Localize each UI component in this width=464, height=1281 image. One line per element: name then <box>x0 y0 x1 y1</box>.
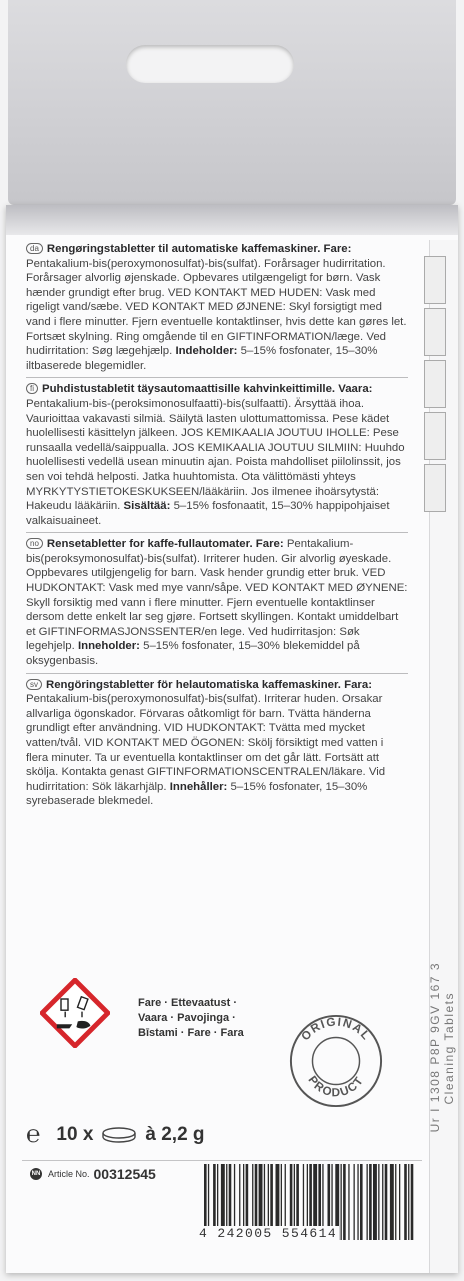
barcode-bar <box>395 1164 396 1240</box>
safety-text-block <box>26 242 408 813</box>
lang-signal-word: Vaara: <box>338 383 373 396</box>
barcode-bar <box>385 1164 388 1240</box>
barcode-bar <box>229 1164 232 1230</box>
barcode-bar <box>243 1164 244 1230</box>
barcode-bar <box>296 1164 299 1230</box>
barcode-bar <box>369 1164 372 1240</box>
side-code: Ur I 1308 P8P 9GV 167 3 <box>428 962 442 1133</box>
barcode-bar <box>226 1164 227 1230</box>
lang-body-text: Pentakalium-bis(peroxymonosulfat)-bis(sulfat). Irriterar huden. Orsakar allvarliga ögonskador. Förvaras oåtkomligt för barn. Tvätta händerna grundligt efter användning. VID HUDKONTAKT: Tvätta med mycket vatten/tvål. VID KONTAKT MED ÖGONEN: Skölj försiktigt med vatten i flera minuter. Ta ur eventuella kontaktlinser om det går lätt. Fortsätt att skölja. Kontakta genast GIFTINFORMATIONSCENTRALEN/läkare. Vid hudirritation: Sök läkarhjälp. <box>26 693 386 793</box>
barcode-bar <box>390 1164 394 1240</box>
barcode-bar <box>309 1164 312 1230</box>
side-product-name: Cleaning Tablets <box>442 992 456 1105</box>
barcode-bar <box>399 1164 400 1240</box>
lang-code-badge: da <box>26 243 43 254</box>
lang-body <box>26 383 405 526</box>
article-number <box>30 1166 156 1182</box>
lang-code-badge: no <box>26 538 43 549</box>
lang-body <box>26 258 407 372</box>
barcode-bar <box>255 1164 258 1230</box>
lang-body <box>26 693 385 807</box>
barcode-bar <box>281 1164 282 1230</box>
barcode-bar <box>404 1164 407 1240</box>
barcode-bar <box>234 1164 235 1230</box>
lang-body-text: Pentakalium-bis(peroxymonosulfat)-bis(sulfat). Forårsager hudirritation. Forårsager alvorlig øjenskade. Opbevares utilgængeligt for børn. Vask hænder grundigt efter brug. VED KONTAKT MED HUDEN: Vask med rigeligt vand/sæbe. VED KONTAKT MED ØJNENE: Skyl forsigtigt med vand i flere minutter. Fjern eventuelle kontaktlinser, hvis dette kan gøres let. Fortsæt skylning. Ring omgående til en GIFTINFORMATION/læge. Ved hudirritation: Søg lægehjælp. <box>26 257 407 358</box>
lang-section-no <box>26 537 408 668</box>
barcode-bar <box>373 1164 377 1240</box>
hazard-signal-words <box>138 996 244 1041</box>
estimated-sign: ℮ <box>26 1121 41 1148</box>
hang-tab <box>8 0 456 205</box>
hazard-line-3: Bīstami · Fare · Fara <box>138 1027 244 1039</box>
lang-body-text: Pentakalium-bis(peroksymonosulfat)-bis(sulfat). Irriterer huden. Gir alvorlig øyeskade. Oppbevares utilgjengelig for barn. Vask hender grundig etter bruk. VED HUDKONTAKT: Vask med mye vann/såpe. VED KONTAKT MED ØYNENE: Skyll forsiktig med vann i flere minutter. Fjern eventuelle kontaktlinser dersom dette enkelt lar seg gjøre. Fortsett skyllingen. Kontakt umiddelbart et GIFTINFORMASJONSSENTER/en lege. Ved hudirritasjon: Søk legehjelp. <box>26 538 408 653</box>
usage-pictogram-1-icon <box>424 256 446 304</box>
stamp-bottom-text: PRODUCT <box>305 1073 367 1100</box>
usage-pictogram-5-icon <box>424 464 446 512</box>
barcode-bar <box>367 1164 368 1240</box>
usage-pictogram-3-icon <box>424 360 446 408</box>
barcode-bar <box>341 1164 342 1240</box>
lang-title: Puhdistustabletit täysautomaattisille kahvinkeittimille. <box>42 383 336 396</box>
barcode-bar <box>360 1164 363 1240</box>
barcode-bar <box>268 1164 269 1230</box>
tablet-count: 10 x <box>56 1124 94 1145</box>
barcode-bar <box>213 1164 216 1230</box>
lang-code-badge: fi <box>26 383 38 394</box>
barcode-bar <box>357 1164 358 1240</box>
ghs-corrosive-pictogram-icon <box>40 978 110 1048</box>
hang-hole <box>126 45 294 83</box>
lang-title: Rengøringstabletter til automatiske kaffemaskiner. Fare: <box>46 243 352 255</box>
barcode-bar <box>354 1164 355 1240</box>
barcode-bar <box>378 1164 379 1240</box>
lang-contents-label: Sisältää: <box>123 500 171 513</box>
barcode-bar <box>382 1164 383 1240</box>
lang-code-badge: sv <box>26 679 42 690</box>
barcode-bar <box>252 1164 253 1230</box>
usage-pictogram-4-icon <box>424 412 446 460</box>
barcode-bar <box>285 1164 286 1230</box>
lang-title: Rengöringstabletter för helautomatiska kaffemaskiner. Fara: <box>46 678 372 691</box>
section-divider <box>26 532 408 533</box>
lang-contents-text: 5–15% fosfonater, 15–30% blekemiddel på oksygenbasis. <box>26 640 360 668</box>
lang-contents-text: 5–15% fosfonater, 15–30% iltbaserede blegemidler. <box>26 345 378 372</box>
barcode-bar <box>276 1164 280 1230</box>
tablet-icon <box>101 1126 137 1144</box>
section-divider <box>26 377 408 378</box>
barcode-bar <box>411 1164 414 1240</box>
barcode-bar <box>290 1164 293 1230</box>
lang-title: Rensetabletter for kaffe-fullautomater. Fare: <box>46 538 284 551</box>
barcode-bar <box>217 1164 218 1230</box>
package-top-shadow <box>6 205 458 235</box>
barcode-bar <box>348 1164 349 1240</box>
lang-contents-text: 5–15% fosfonater, 15–30% syrebaserade blekmedel. <box>26 780 368 808</box>
lang-section-fi <box>26 382 408 528</box>
lang-contents-label: Innehåller: <box>169 780 228 793</box>
barcode-bar <box>221 1164 225 1230</box>
lang-body <box>26 538 407 667</box>
side-panel-text <box>428 952 456 1252</box>
net-quantity <box>26 1120 205 1150</box>
svg-text:ORIGINAL <box>299 1015 373 1043</box>
barcode-bar <box>303 1164 304 1230</box>
barcode-bar <box>239 1164 240 1230</box>
lang-contents-text: 5–15% fosfonaatit, 15–30% happipohjaiset valkaisuaineet. <box>26 500 390 527</box>
stamp-top-text: ORIGINAL <box>298 1015 374 1044</box>
hazard-line-1: Fare · Ettevaatust · <box>138 997 238 1009</box>
barcode-bar <box>343 1164 346 1240</box>
lang-section-sv <box>26 678 408 809</box>
tablet-weight: à 2,2 g <box>145 1124 205 1145</box>
article-label: Article No. <box>48 1169 90 1179</box>
lang-section-da <box>26 242 408 373</box>
barcode-bar <box>307 1164 308 1230</box>
section-divider <box>26 673 408 674</box>
article-number-value: 00312545 <box>93 1166 156 1182</box>
barcode-bar <box>294 1164 295 1230</box>
barcode-bar <box>270 1164 273 1230</box>
article-badge: NN <box>30 1168 42 1180</box>
original-product-stamp-icon <box>287 1012 385 1110</box>
barcode-digits: 4 242005 554614 <box>199 1226 338 1241</box>
hazard-line-2: Vaara · Pavojinga · <box>138 1012 236 1024</box>
barcode-bar <box>408 1164 409 1240</box>
barcode-bar <box>246 1164 249 1230</box>
usage-pictogram-2-icon <box>424 308 446 356</box>
lang-contents-label: Inneholder: <box>77 640 140 653</box>
svg-text:PRODUCT <box>305 1074 366 1100</box>
lang-contents-label: Indeholder: <box>175 345 238 358</box>
lang-body-text: Pentakalium-bis-(peroksimonosulfaatti)-bis(sulfaatti). Ärsyttää ihoa. Vaurioittaa vakavasti silmiä. Säilytä lasten ulottumattomissa. Pese kädet huolellisesti käsittelyn jälkeen. JOS KEMIKAALIA JOUTUU IHOLLE: Pese runsaalla vedellä/saippualla. JOS KEMIKAALIA JOUTUU SILMIIN: Huuhdo huolellisesti vedellä usean minuutin ajan. Poista mahdolliset piilolinssit, jos sen voi tehdä helposti. Jatka huuhtomista. Ota välittömästi yhteys MYRKYTYSTIETOKESKUKSEEN/lääkäriin. Jos ilmenee ihoärsytystä: Hakeudu lääkäriin. <box>26 397 405 513</box>
